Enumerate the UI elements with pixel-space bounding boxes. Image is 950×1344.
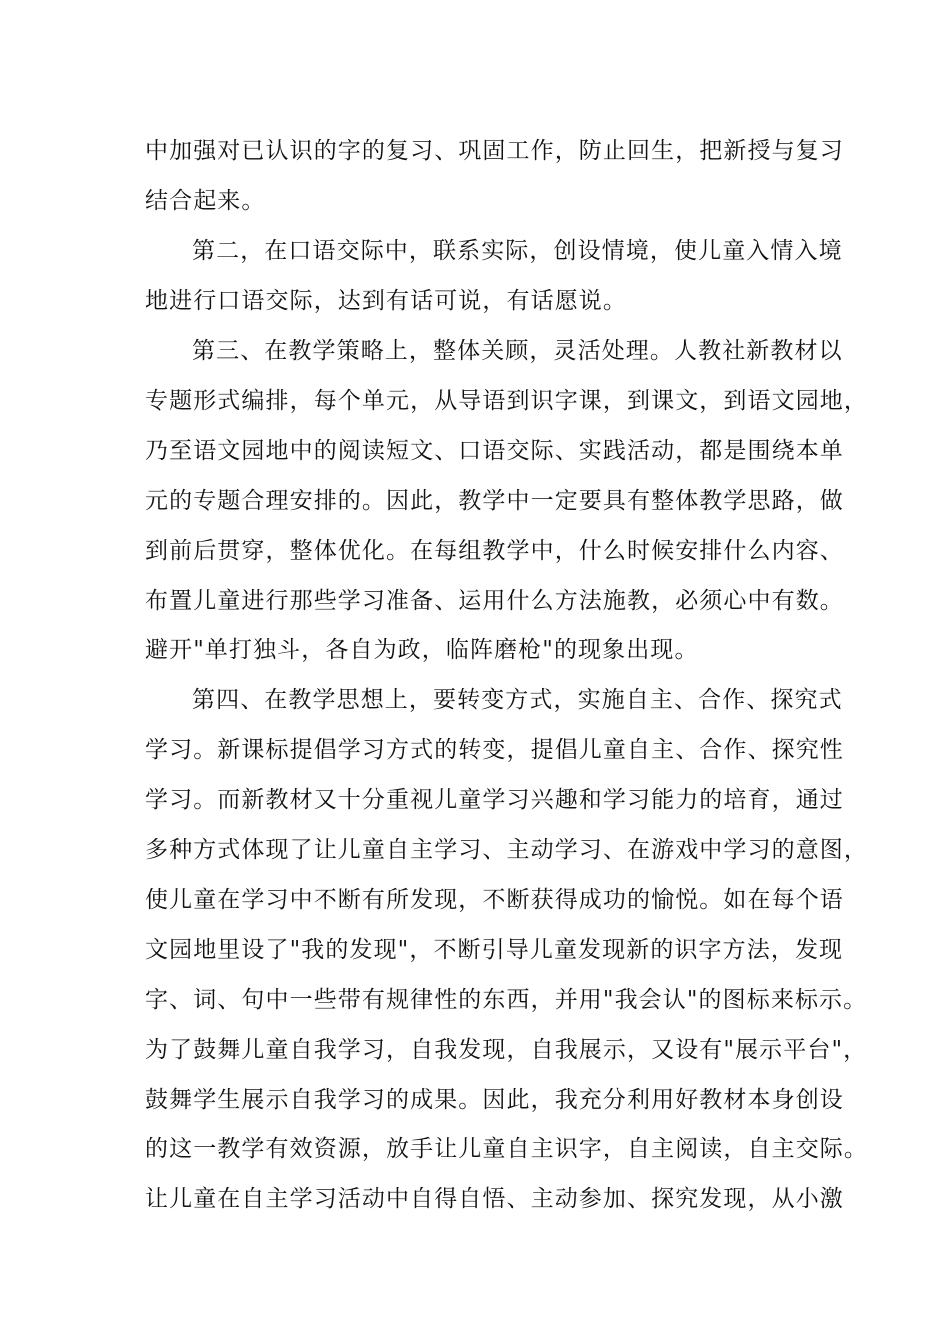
text-line: 专题形式编排，每个单元，从导语到识字课，到课文，到语文园地， xyxy=(145,388,868,414)
text-line: 地进行口语交际，达到有话可说，有话愿说。 xyxy=(145,288,627,314)
text-line: 到前后贯穿，整体优化。在每组教学中，什么时候安排什么内容、 xyxy=(145,538,844,564)
text-line: 让儿童在自主学习活动中自得自悟、主动参加、探究发现，从小激 xyxy=(145,1186,844,1212)
text-line: 元的专题合理安排的。因此，教学中一定要具有整体教学思路，做 xyxy=(145,488,844,514)
text-line: 多种方式体现了让儿童自主学习、主动学习、在游戏中学习的意图， xyxy=(145,837,868,863)
text-line: 避开"单打独斗，各自为政，临阵磨枪"的现象出现。 xyxy=(145,637,699,663)
text-line: 鼓舞学生展示自我学习的成果。因此，我充分利用好教材本身创设 xyxy=(145,1087,844,1113)
text-line: 学习。新课标提倡学习方式的转变，提倡儿童自主、合作、探究性 xyxy=(145,737,844,763)
text-line: 使儿童在学习中不断有所发现，不断获得成功的愉悦。如在每个语 xyxy=(145,887,844,913)
paragraph-start-line: 第三、在教学策略上，整体关顾，灵活处理。人教社新教材以 xyxy=(192,338,843,364)
text-line: 布置儿童进行那些学习准备、运用什么方法施教，必须心中有数。 xyxy=(145,588,844,614)
text-line: 中加强对已认识的字的复习、巩固工作，防止回生，把新授与复习 xyxy=(145,138,844,164)
text-line: 为了鼓舞儿童自我学习，自我发现，自我展示，又设有"展示平台"， xyxy=(145,1037,868,1063)
text-line: 学习。而新教材又十分重视儿童学习兴趣和学习能力的培育，通过 xyxy=(145,787,844,813)
text-line: 乃至语文园地中的阅读短文、口语交际、实践活动，都是围绕本单 xyxy=(145,438,844,464)
text-line: 结合起来。 xyxy=(145,188,266,214)
paragraph-start-line: 第四、在教学思想上，要转变方式，实施自主、合作、探究式 xyxy=(192,687,843,713)
text-line: 字、词、句中一些带有规律性的东西，并用"我会认"的图标来标示。 xyxy=(145,987,868,1013)
text-line: 文园地里设了"我的发现"，不断引导儿童发现新的识字方法，发现 xyxy=(145,937,844,963)
paragraph-start-line: 第二，在口语交际中，联系实际，创设情境，使儿童入情入境 xyxy=(192,238,843,264)
text-line: 的这一教学有效资源，放手让儿童自主识字，自主阅读，自主交际。 xyxy=(145,1136,868,1162)
